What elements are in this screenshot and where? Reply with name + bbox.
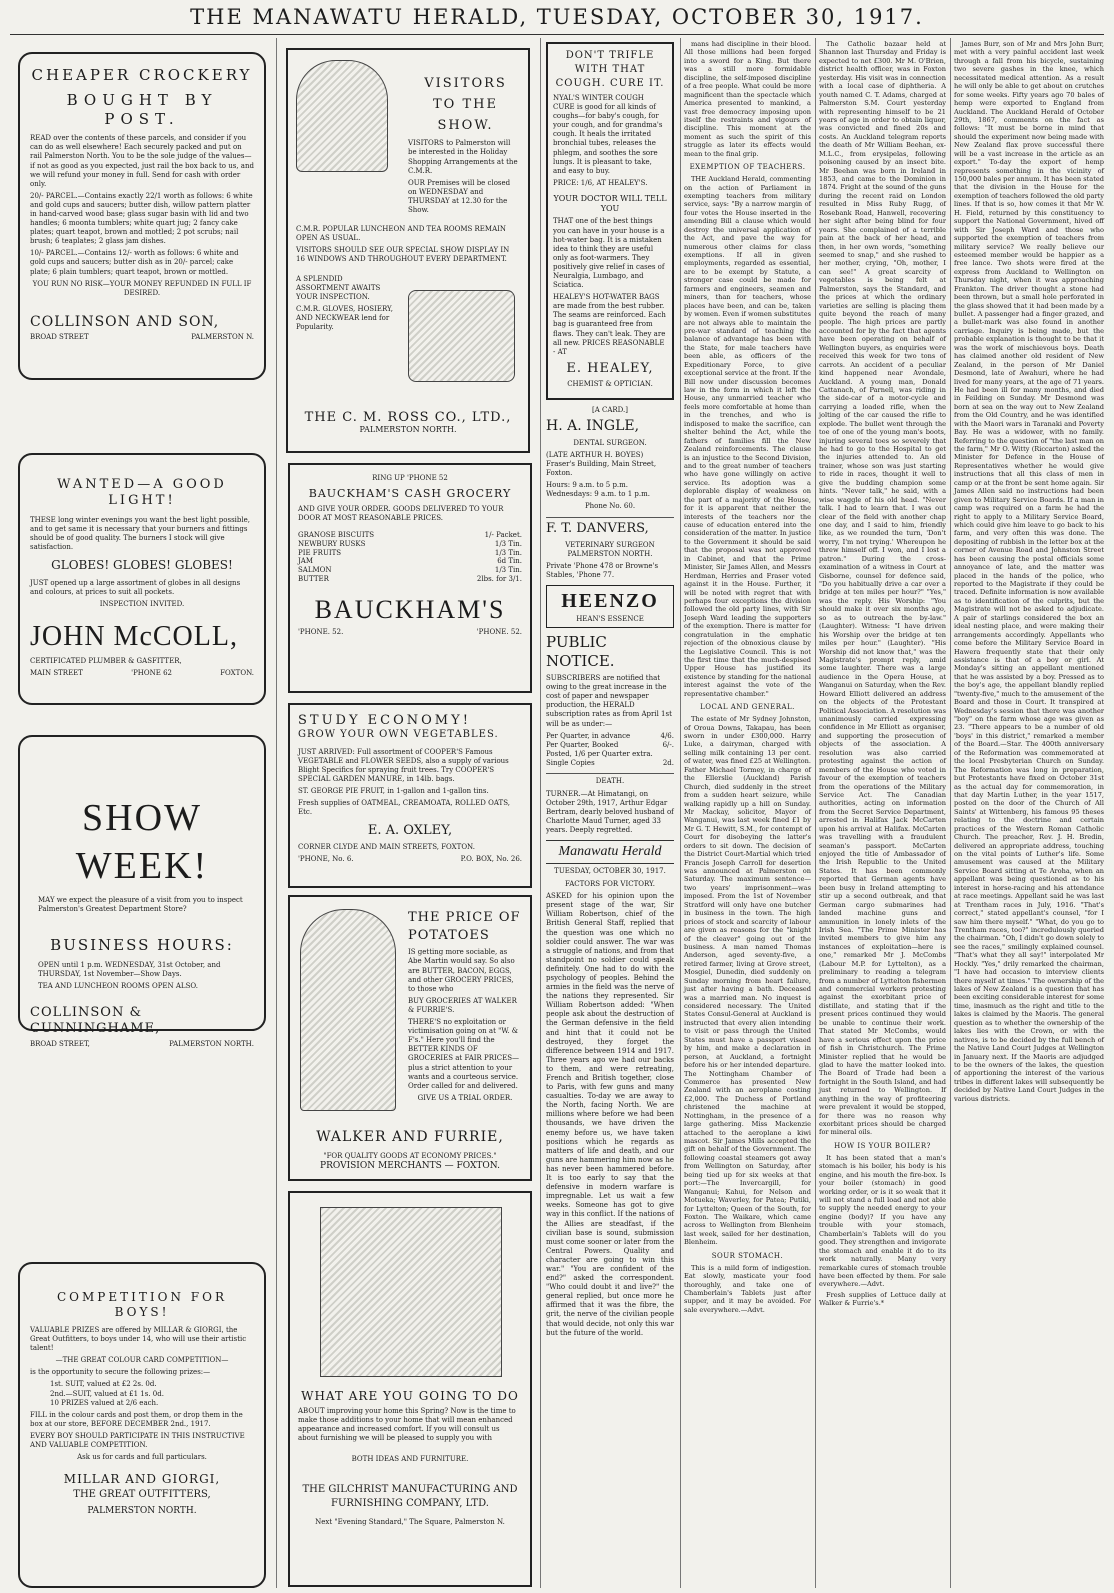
ad-show-week	[18, 735, 266, 1048]
column-6	[954, 40, 1104, 1586]
visitors-assort: A SPLENDID ASSORTMENT AWAITS YOUR INSPECTION.	[296, 274, 381, 301]
oxley-box: P.O. BOX, No. 26.	[460, 854, 522, 863]
ad-bauckham	[288, 463, 532, 693]
gloves-illustration	[408, 290, 515, 382]
study-fresh: Fresh supplies of OATMEAL, CREAMOATA, ROLLED OATS, Etc.	[298, 799, 510, 817]
crockery-street: BROAD STREET	[30, 333, 89, 342]
rate-price: 2d.	[662, 758, 674, 767]
competition-sub: —THE GREAT COLOUR CARD COMPETITION—	[55, 1356, 229, 1365]
sour-stomach-body: This is a mild form of indigestion. Eat slowly, masticate your food thoroughly, and take one of Chamberlain's Tablets just after supper, and it may be avoided. For sale everywhere.—Advt.	[684, 1263, 811, 1314]
wf-slogan: "FOR QUALITY GOODS AT ECONOMY PRICES."	[323, 1152, 497, 1160]
ad-good-light	[18, 453, 266, 705]
rate-row	[546, 732, 674, 741]
cc-firm: COLLINSON & CUNNINGHAME,	[30, 1005, 161, 1037]
heenzo-ad	[546, 585, 674, 628]
bauckham-item: JAM	[298, 557, 314, 566]
masthead: THE MANAWATU HERALD, TUESDAY, OCTOBER 30, 1917.	[190, 5, 924, 29]
bauckham-heading: BAUCKHAM'S CASH GROCERY	[308, 487, 512, 501]
bauckham-price: 1/3 Tin.	[494, 539, 522, 548]
ad-visitors-show	[286, 48, 530, 453]
doctor-heading: YOUR DOCTOR WILL TELL YOU	[553, 193, 667, 214]
prize-2: 2nd.—SUIT, valued at £1 1s. 0d.	[50, 1389, 164, 1398]
mg-firm: MILLAR AND GIORGI,	[63, 1472, 221, 1487]
potatoes-body-2: THERE'S no exploitation or victimisation going on at "W. & F's." Here you'll find the BETTER KINDS OF GROCERIES at FAIR PRICES—plus a strict attention to your wants and a courteous service. Order called for and delivered.	[408, 1018, 520, 1090]
mg-firm-2: THE GREAT OUTFITTERS,	[73, 1489, 211, 1501]
nyal-price: PRICE: 1/6, AT HEALEY'S.	[553, 178, 648, 187]
bauckham-phone-left: 'PHONE. 52.	[298, 628, 344, 637]
hot-water-body: HEALEY'S HOT-WATER BAGS are made from the best rubber. The seams are reinforced. Each bag is guaranteed free from flaws. They can't leak. They are all new. PRICES REASONABLE - AT	[553, 293, 666, 356]
bauckham-item: PIE FRUITS	[298, 548, 342, 557]
sour-stomach-heading: SOUR STOMACH.	[711, 1251, 784, 1260]
heenzo-sub: HEAN'S ESSENCE	[576, 614, 644, 623]
rate-row	[546, 759, 674, 768]
show-week-open: OPEN until 1 p.m. WEDNESDAY, 31st October, and THURSDAY, 1st November—Show Days.	[38, 960, 221, 979]
mccoll-town: FOXTON.	[220, 669, 254, 678]
local-general-heading: LOCAL AND GENERAL.	[700, 703, 795, 712]
bauckham-row	[298, 557, 522, 566]
rate-item: Posted, 1/6 per Quarter extra.	[546, 749, 653, 758]
col4-text: mans had discipline in their blood. All those millions had been forged into a sword for a King. But there was a still more formidable discipline, the self-imposed discipline of a free people. What could be more magnificent than the spectacle which America presented to mankind, a vast free democracy imposing upon itself the restraints and vigours of discipline. This moment at the moment as such the spirit of this struggle as later its effects would mean to the final grip.	[684, 40, 811, 158]
visitors-body: VISITORS to Palmerston will be interested in the Holiday Shopping Arrangements at the C.M.R.	[408, 139, 518, 175]
wf-firm: WALKER AND FURRIE,	[316, 1129, 504, 1145]
ingle-phone: Phone No. 60.	[584, 502, 636, 511]
potatoes-buy: BUY GROCERIES AT WALKER & FURRIE'S.	[408, 996, 517, 1014]
show-week-body: MAY we expect the pleasure of a visit from you to inspect Palmerston's Greatest Department Store?	[38, 896, 243, 914]
furniture-body: ABOUT improving your home this Spring? Now is the time to make those additions to your home that will mean enhanced appearance and increased comfort. If you will consult us about furnishing we will be pleased to supply you with	[298, 1407, 516, 1443]
factors-body: ASKED for his opinion upon the present stage of the war, Sir William Robertson, chief of the British General Staff, replied that the question was one which no soldier could answer. The war was a struggle of nations, and from that standpoint no soldier could speak definitely. One had to do with the psychology of peoples. Behind the armies in the field was the nerve of the nations they represented. Sir William Robertson added: "When people ask about the destruction of the German defensive in the field and hint that it could not be destroyed, they forget the difference between 1914 and 1917. Three years ago we had our backs to them, and were retreating, French and British together, close to Paris, with few guns and many casualties. To-day we are away to the North, facing North. We are millions where before we had been thousands, we have driven the enemy before us, we have taken positions which he regards as matters of life and death, and our guns are hammering him now as he has never been hammered before. It is too early to say that the defensive in modern warfare is impregnable. Let us wait a few weeks. Someone has got to give way in this conflict. If the nations of the Allies are steadfast, if the civilian base is sound, submission must come sooner or later from the Central Powers. Quality and character are going to win this war." "You are confident of the end?" asked the correspondent. "Who could doubt it and live?" the general replied, but once more he affirmed that it was the fibre, the grit, the nerve of the civilian people that would decide, not only this war but the future of the world.	[546, 892, 674, 1337]
ad-study-economy	[288, 703, 532, 888]
wf-trade: PROVISION MERCHANTS — FOXTON.	[320, 1161, 500, 1171]
prize-1: 1st. SUIT, valued at £2 2s. 0d.	[50, 1380, 157, 1389]
ingle-hours: Hours: 9 a.m. to 5 p.m. Wednesdays: 9 a.m. to 1 p.m.	[546, 480, 650, 498]
bauckham-row	[298, 575, 522, 584]
col6-text: James Burr, son of Mr and Mrs John Burr, met with a very painful accident last week through a fall from his bicycle, sustaining two severe gashes in the knee, which necessitated medical attention. As a result he will only be able to get about on crutches for some weeks. Fifty years ago 70 bales of hemp were exported to England from Auckland. The Auckland Herald of October 29th, 1867, comments on the fact as follows: "It must be borne in mind that should the experiment now being made with New Zealand flax prove successful there will be a vast increase in the article as an export." To-day the export of hemp represents something in the vicinity of 150,000 bales per annum. It has been stated that the division in the House for the exemption of teachers followed the old party lines. If that is so, how comes it that Mr W. H. Field, returned by this constituency to support the National Government, hived off with Sir Joseph Ward and those who supported the exemption of teachers from military service? We really believe our esteemed member would be happier as a free lance. Two shots were fired at the express from Auckland to Wellington on Thursday night, when it was approaching Frankton. The driver thought a stone had been thrown, but a small hole perforated in the glass showed that it had been made by a bullet. A passenger had a finger grazed, and a bullet-mark was also found in another carriage. Inquiry is being made, but the probable explanation is thought to be that it was the work of mischievous boys. Death has claimed another old resident of New Zealand, in the person of Mr Daniel Desmond, late of Awahuri, where he had lived for many years, at the age of 71 years. He had been ill for many months, and died in Feilding on Sunday. Mr Desmond was born at sea on the way out to New Zealand from the Old Country, and he was identified with the Maori wars in Taranaki and Poverty Bay. He was a widower, with no family. Referring to the question of "the last man on the farm," Mr O. Witty (Riccarton) asked the Minister for Defence in the House of Representatives whether he would give instructions that all this class of men in camp or at the front be sent home again. Sir James Allen said no instructions had been given to Military Service Boards. If a man in camp was required on a farm he had the right to apply to a Military Service Board, which could give him leave to go back to his farm, and very often this was done. The depositing of rubbish in the letter box at the corner of Avenue Road and Johnston Street has been causing the postal officials some annoyance of late, and the matter was placed in the hands of the police, who reported to the Magistrate if they could be traced. Definite information is now available as to identification of the culprits, but the Magistrate will not be asked to adjudicate. A pair of starlings considered the box an ideal nesting place, and were making their arrangements accordingly. Appellants who come before the Military Service Board in Hawera frequently state that their only assistance is that of a boy or girl. At Monday's sitting an appellant mentioned that he was assisted by a boy. Pressed as to the boy's age, the appellant blandly replied "twenty-five," much to the amusement of the Board and those in Court. It transpired at Wednesday's session that there was another "boy" on the farm whose age was given as 23. "There appears to be a number of old 'boys' in this district," remarked a member of the Board.—Star. The 400th anniversary of the Reformation was commemorated at the local Presbyterian Church on Sunday. The Reformation was long in preparation, but Protestants have fixed on October 31st as the actual day for commemoration, in that day Martin Luther, in the year 1517, posted on the door of the Church of All Saints' at Wittenberg, his famous 95 theses relating to the doctrine and certain practices of the Western Roman Catholic Church. The preacher, Rev. J. H. Bredin, delivered an appropriate address, touching on the vital points of Luther's life. Some amusement was caused at the Military Service Board sitting at Te Aroha, when an appellant was being questioned as to his interest in horse-racing and his attendance at race meetings. Appellant said he was last at Trentham races in July, 1916. "That's correct," stated appellant's counsel, "for I saw him there myself." "What, do you go to Trentham races, too?" incredulously queried the chairman. "Oh, I didn't go down solely to see the races," smilingly explained counsel. "That's what they all say!" interpolated Mr Hockly. "Yes," drily remarked the chairman, "I have had occasion to interview clients there myself at times." The ownership of the lakes of New Zealand is a question that has been exciting considerable interest for some time, inasmuch as the right and title to the lakes is claimed by the Maoris. The general question as to whether the ownership of the lakes lies with the Crown, or with the natives, is to be decided by the full bench of the Native Land Court Judges at Wellington in January next. If the Maoris are adjudged to be the owners of the lakes, the question of apportioning the interest of the various tribes in different lakes will subsequently be decided by Native Land Court Judges in the various districts.	[954, 40, 1104, 1103]
crockery-heading: CHEAPER CROCKERY	[31, 66, 253, 84]
bauckham-item: BUTTER	[298, 574, 329, 583]
cc-town: PALMERSTON NORTH.	[169, 1039, 254, 1048]
danvers-name: F. T. DANVERS,	[546, 517, 674, 538]
room-illustration	[320, 1207, 502, 1377]
visitors-heading: VISITORS TO THE SHOW.	[424, 76, 507, 133]
light-inspection: INSPECTION INVITED.	[99, 600, 185, 609]
card-label: [A CARD.]	[591, 405, 628, 414]
gilchrist-firm: THE GILCHRIST MANUFACTURING AND FURNISHING COMPANY, LTD.	[302, 1484, 518, 1509]
bauckham-row	[298, 540, 522, 549]
lettuce-note: Fresh supplies of Lettuce daily at Walker & Furrie's.*	[819, 1290, 946, 1308]
rate-row	[546, 750, 674, 759]
crockery-firm: COLLINSON AND SON,	[30, 313, 220, 330]
boiler-heading: HOW IS YOUR BOILER?	[834, 1141, 931, 1150]
column-4	[684, 40, 811, 1586]
nyal-body: NYAL'S WINTER COUGH CURE is good for all kinds of coughs—for baby's cough, for your cough, and for grandma's cough. It heals the irritated bronchial tubes, releases the phlegm, and soothes the sore lungs. It is pleasant to take, and easy to buy.	[553, 94, 663, 175]
paper-date: TUESDAY, OCTOBER 30, 1917.	[554, 866, 666, 875]
cmr-town: PALMERSTON NORTH.	[359, 425, 457, 434]
local-general-body: The estate of Mr Sydney Johnston, of Oroua Downs, Takapau, has been sworn in under £300,000. Harry Luke, a dairyman, charged with selling milk containing 13 per cent. of water, was fined £25 at Wellington. Father Michael Tormey, in charge of the Ellerslie (Auckland) Parish Church, died suddenly in the street from a sudden heart seizure, while walking rapidly up a hill on Sunday. Mr Mackay, solicitor, Mayor of Wanganui, was last week fined £1 by Mr G. T. Hewitt, S.M., for contempt of Court for disobeying the latter's orders to sit down. The decision of the District Court-Martial which tried Francis Joseph Carroll for desertion was announced at Palmerston on Saturday. The maximum sentence—two years' imprisonment—was imposed. From the 1st of November Stratford will only have one butcher in business in the town. The high prices of stock and scarcity of labour are given as reasons for the "knight of the cleaver" going out of the business. A man named Thomas Anderson, aged seventy-five, a retired farmer, living at Grove street, Mosgiel, Dunedin, died suddenly on Sunday morning from heart failure, just after having a bath. Deceased was a married man. No inquest is considered necessary. The United States Consul-General at Auckland is instructed that every alien intending to visit or pass through the United States must have a passport visaed by him, and make a declaration in person, at Auckland, a fortnight before his or her intended departure. The Nottingham Chamber of Commerce has presented New Zealand with an aeroplane costing £2,000. The Duchess of Portland christened the machine at Nottingham, in the presence of a large gathering. Miss Mackenzie attached to the aeroplane a kiwi mascot. Sir James Mills accepted the gift on behalf of the Government. The following coastal steamers got away from Wellington on Saturday, after being tied up for six weeks at that port:—The Invercargill, for Wanganui; Kahui, for Nelson and Motueka; Waverley, for Patea; Putiki, for Lyttelton; Queen of the South, for Foxton. The Waikare, which came across to Wellington from Blenheim last week, sailed for her destination, Blenheim.	[684, 715, 811, 1247]
competition-desc: is the opportunity to secure the following prizes:—	[30, 1368, 211, 1377]
column-3	[546, 42, 674, 1588]
cc-street: BROAD STREET,	[30, 1039, 90, 1048]
healey-name: E. HEALEY,	[566, 360, 654, 376]
globes-heading: GLOBES! GLOBES! GLOBES!	[51, 557, 233, 572]
rate-row	[546, 741, 674, 750]
ad-cheaper-crockery	[18, 52, 266, 380]
study-heading: STUDY ECONOMY!	[298, 713, 471, 728]
bauckham-item: GRANOSE BISCUITS	[298, 531, 375, 540]
show-week-heading: SHOW WEEK!	[75, 797, 209, 887]
ad-furniture	[288, 1191, 532, 1587]
column-5	[819, 40, 946, 1586]
bauckham-price: 6d Tin.	[497, 557, 522, 566]
ingle-body: (LATE ARTHUR H. BOYES) Fraser's Building, Main Street, Foxton.	[546, 450, 657, 477]
bauckham-price: 2lbs. for 3/1.	[476, 574, 522, 583]
death-body: TURNER.—At Himatangi, on October 29th, 1917, Arthur Edgar Bertram, dearly beloved husband of Charlotte Maud Turner, aged 33 years. Deeply regretted.	[546, 789, 674, 834]
study-pie: ST. GEORGE PIE FRUIT, in 1-gallon and 1-gallon tins.	[298, 787, 489, 796]
light-body: THESE long winter evenings you want the best light possible, and to get same it is necessary that your burners and fittings should be of good quality. The burners I stock will give satisfaction.	[30, 515, 251, 551]
column-rule	[815, 38, 816, 1588]
business-hours: BUSINESS HOURS:	[50, 936, 234, 955]
danvers-trade: VETERINARY SURGEON PALMERSTON NORTH.	[565, 540, 655, 558]
gilchrist-addr: Next "Evening Standard," The Square, Palmerston N.	[315, 1518, 505, 1526]
study-body: JUST ARRIVED: Full assortment of COOPER'S Famous VEGETABLE and FLOWER SEEDS, also a supply of various Blight Specifics for spraying fruit trees. Try COOPER'S SPECIAL GARDEN MANURE, in 14lb. bags.	[298, 747, 509, 784]
bauckham-row	[298, 549, 522, 558]
heenzo-logo: HEENZO	[561, 590, 659, 613]
ad-competition	[18, 1262, 266, 1588]
crockery-parcel-20: 20/- PARCEL.—Contains exactly 22/1 worth as follows: 6 white and gold cups and saucers; butter dish, willow pattern platter in hand-carved wood base; glass sugar basin with lid and two handles; 6 moonta tumblers; white quart jug; 2 fancy cake plates; quart teapot, brown and mottled; 2 pot scrubs; nail brush; 6 teaplates; 2 glass jam dishes.	[30, 191, 253, 246]
healey-ad	[546, 42, 674, 400]
crockery-parcel-10: 10/- PARCEL.—Contains 12/- worth as follows: 6 white and gold cups and saucers; butter dish as in 20/- parcel; cake plate; 6 plain tumblers; quart teapot, brown or mottled.	[30, 249, 239, 276]
bauckham-price: 1/3 Tin.	[494, 566, 522, 575]
exemption-body: THE Auckland Herald, commenting on the action of Parliament in exempting teachers from military service, says: "By a narrow margin of four votes the House inserted in the amending Bill a clause which would destroy the universal application of the Act, and pave the way for numerous other claims for class exemptions. If all in given employments, regarded as essential, are to be exempt by Statute, a stronger case could be made for farmers and engineers, seamen and miners, than for teachers, whose places have been, and can be, taken by women. Even if women substitutes are not always able to maintain the pre-war standard of teaching the balance of advantage has been with the State, for male teachers have been able, as officers of the Expeditionary Force, to give exceptional service at the front. If the Bill now under discussion becomes law in the form in which it left the House, any unmarried teacher who feels more comfortable at home than in the trenches, and who is indisposed to make the sacrifice, can shelter behind the Act, while the fathers of families fill the New Zealand reinforcements. The clause is an injustice to the Second Division, and to the great number of teachers who have gone willingly on active service. Its adoption was a deplorable display of weakness on the part of a majority of the House, for it is apparent that neither the interests of the teachers nor the cause of education entered into the consideration of the matter. In justice to the Government it should be said that the proposal was not approved in Cabinet, and that the Prime Minister, Sir James Allen, and Messrs Herdman, Herries and Fraser voted against it in the House. Further, it will be noted with regret that with perhaps four exceptions the division followed the old party lines, with Sir Joseph Ward leading the supporters of the exemption. There is matter for congratulation in the emphatic rejection of the obnoxious clause by the Legislative Council. This is not the first time that the much-despised Upper House has justified its existence by standing for the national interest against the vote of the representative chamber."	[684, 175, 811, 698]
column-rule	[950, 38, 951, 1588]
potatoes-body: IS getting more sociable, as Abe Martin would say. So also are BUTTER, BACON, EGGS, and other GROCERY PRICES, to those who	[408, 948, 515, 993]
rate-price: 6/-.	[662, 740, 674, 749]
col5-text: The Catholic bazaar held at Shannon last Thursday and Friday is expected to net £300. Mr M. O'Brien, district health officer, was in Foxton yesterday. His visit was in connection with a local case of diphtheria. A youth named C. T. Adams, charged at Palmerston S.M. Court yesterday with representing himself to be 21 years of age in order to obtain liquor, was convicted and fined 20s and costs. An Auckland telegram reports the death of Mr William Beehan, ex-M.L.C., from erysipelas, following poisoning caused by an insect bite. Mr Beehan was born in Ireland in 1853, and came to the Dominion in 1874. Fright at the sound of the guns during the recent raid on London resulted in Miss Ruby Rugg, of Rosebank Road, Hanwell, recovering her sight after being blind for four years. She complained of a terrible pain at the back of her head, and then, in her own words, "something seemed to snap," and she rushed to her mother, crying, "Oh, mother, I can see!" A great scarcity of vegetables is being felt at Palmerston, says the Standard, and the prices at which the ordinary varieties are selling is placing them quite beyond the reach of many people. The high prices are partly accounted for by the fact that agents have been operating on behalf of Wellington buyers, as enquiries were received this week for two tons of carrots. An accident of a peculiar kind happened near Avondale, Auckland. A young man, Donald Cattanach, of Parnell, was riding in the side-car of a motor-cycle and carrying a loaded rifle, when the jolting of the car caused the rifle to explode. The bullet went through the toe of one of the young man's boots, injuring several toes so severely that he had to go to the Hospital to get the injuries attended to. An old trainer, whose son was just starting to ride in races, thought it well to give the budding champion some hints. "Never talk," he said, with a wise waggle of his old head. "Never talk. I had to learn that. I was out clear of the field with another chap one day, and I said to him, friendly like, as we rounded the turn, 'Don't worry, I'm not trying.' Whereupon he threw himself off. I won, and I lost a patron." During the cross-examination of a witness in Court at Gisborne, counsel for defence said, "Do you habitually drive a car over a bridge at ten miles per hour?" "Yes," was the reply. His Worship: "You should make it over six months ago, so as to outreach the by-law." (Laughter). Witness: "I have driven his Worship over the bridge at ten miles per hour." (Laughter). "His Worship did not know that," was the Magistrate's prompt reply, amid some laughter. There was a large audience in the Opera House, at Wanganui on Saturday, when the Rev. Howard Elliott delivered an address on the objects of the Protestant Political Association. A resolution was unanimously carried expressing confidence in Mr Elliott as organiser, and supporting the prosecution of objects of the association. A resolution was also carried protesting against the action of members of the House who voted in favour of the exemption of teachers from the operations of the Military Service Act. The Canadian authorities, acting on information from the Secret Service Department, arrested in Halifax Jack McCarten upon his arrival at Halifax. McCarten was travelling with a fraudulent seaman's passport. McCarten enjoyed the title of Ambassador of the Irish Republic to the United States. It has been commonly reported that German agents have been busy in Ireland attempting to stir up a second outbreak, and that German cargo submarines had landed machine guns and ammunition in lonely inlets of the Irish Sea. "The Prime Minister has invited members to give him any instances of exploitation—here is one," remarked Mr J. McCombs (Labour M.P. for Lyttelton), as a preliminary to reading a telegram from a number of Lyttelton fishermen and commercial workers protesting against the exorbitant price of distillate, and stating that if the present prices continued they would be unable to continue their work. That stated Mr McCombs, would have a serious effect upon the price of fish in Christchurch. The Prime Minister replied that he would be glad to have the matter looked into. The Board of Trade had been a fortnight in the South Island, and had just returned to Wellington. If anything in the way of profiteering were prevalent it would be stopped, for there was no reason why exorbitant prices should be charged for mineral oils.	[819, 40, 946, 1137]
ingle-name: H. A. INGLE,	[546, 417, 640, 434]
bauckham-price-list	[298, 531, 522, 584]
study-subheading: GROW YOUR OWN VEGETABLES.	[298, 729, 499, 741]
public-notice-heading: PUBLIC NOTICE.	[546, 632, 615, 670]
rate-price: 4/6.	[660, 731, 674, 740]
rate-item: Per Quarter, Booked	[546, 740, 619, 749]
furniture-ideas: BOTH IDEAS AND FURNITURE.	[351, 1455, 469, 1463]
rate-item: Per Quarter, in advance	[546, 731, 631, 740]
light-heading: WANTED—A GOOD LIGHT!	[57, 477, 227, 509]
column-rule	[680, 38, 681, 1588]
exemption-heading: EXEMPTION OF TEACHERS.	[689, 163, 806, 172]
bauckham-item: NEWBURY RUSKS	[298, 539, 366, 548]
competition-ask: Ask us for cards and full particulars.	[77, 1453, 207, 1462]
bauckham-name: BAUCKHAM'S	[314, 594, 506, 624]
mccoll-phone: 'PHONE 62	[131, 669, 173, 678]
competition-fill: FILL in the colour cards and post them, or drop them in the box at our store, BEFORE DECEMBER 2nd., 1917.	[30, 1410, 243, 1428]
masthead-rule	[10, 34, 1104, 35]
bauckham-body: AND GIVE YOUR ORDER. GOODS DELIVERED TO YOUR DOOR AT MOST REASONABLE PRICES.	[298, 504, 504, 522]
visitors-gloves: C.M.R. GLOVES, HOSIERY, AND NECKWEAR lend for Popularity.	[296, 304, 393, 331]
furniture-heading: WHAT ARE YOU GOING TO DO	[301, 1389, 519, 1403]
oxley-name: E. A. OXLEY,	[367, 823, 453, 839]
cmr-firm: THE C. M. ROSS CO., LTD.,	[304, 410, 512, 425]
ad-potatoes	[288, 895, 532, 1181]
visitors-display: VISITORS SHOULD SEE OUR SPECIAL SHOW DISPLAY IN 16 WINDOWS AND THROUGHOUT EVERY DEPARTMENT.	[296, 246, 510, 264]
competition-body: VALUABLE PRIZES are offered by MILLAR & GIORGI, the Great Outfitters, to boys under 14, who will use their artistic talent!	[30, 1326, 247, 1353]
subscription-rates	[546, 732, 674, 768]
bauckham-price: 1/- Packet.	[484, 531, 522, 540]
competition-heading: COMPETITION FOR BOYS!	[57, 1290, 227, 1319]
bauckham-item: SALMON	[298, 566, 332, 575]
bauckham-phone-right: 'PHONE. 52.	[476, 628, 522, 637]
potatoes-heading: THE PRICE OF POTATOES	[408, 910, 521, 944]
competition-every: EVERY BOY SHOULD PARTICIPATE IN THIS INSTRUCTIVE AND VALUABLE COMPETITION.	[30, 1431, 245, 1450]
potatoes-trial: GIVE US A TRIAL ORDER.	[417, 1093, 513, 1102]
crockery-town: PALMERSTON N.	[191, 333, 254, 342]
danvers-phone: Private 'Phone 478 or Browne's Stables, 'Phone 77.	[546, 562, 659, 580]
bauckham-row	[298, 531, 522, 540]
rate-item: Single Copies	[546, 758, 595, 767]
mccoll-street: MAIN STREET	[30, 669, 83, 678]
mccoll-name: JOHN McCOLL,	[30, 621, 238, 653]
visitors-closed: OUR Premises will be closed on WEDNESDAY and THURSDAY at 12.30 for the Show.	[408, 178, 511, 215]
crockery-subheading: BOUGHT BY POST.	[66, 90, 218, 128]
crockery-guarantee: YOU RUN NO RISK—YOUR MONEY REFUNDED IN FULL IF DESIRED.	[32, 279, 252, 297]
prize-3: 10 PRIZES valued at 2/6 each.	[50, 1398, 159, 1407]
mg-town: PALMERSTON NORTH.	[87, 1505, 197, 1516]
bauckham-ring: RING UP 'PHONE 52	[372, 474, 448, 482]
bauckham-price: 1/3 Tin.	[494, 548, 522, 557]
oxley-addr: CORNER CLYDE AND MAIN STREETS, FOXTON.	[298, 842, 475, 851]
crockery-body: READ over the contents of these parcels, and consider if you can do as well elsewhere! Each securely packed and put on rail Palmerston North. You to be the sole judge of the values—if not as good as you expected, just rail the box back to us, and we will refund your money in full. Send for cash with order only.	[30, 134, 254, 188]
boiler-body: It has been stated that a man's stomach is his boiler, his body is his engine, and his mouth the fire-box. Is your boiler (stomach) in good working order, or is it so weak that it will not stand a full load and not able to supply the needed energy to your engine (body)? If you have any trouble with your stomach, Chamberlain's Tablets will do you good. They strengthen and invigorate the stomach and enable it do to its work naturally. Many very remarkable cures of stomach trouble have been effected by them. For sale everywhere.—Advt.	[819, 1153, 946, 1289]
column-rule	[276, 38, 277, 1588]
column-rule	[540, 38, 541, 1588]
death-heading: DEATH.	[546, 773, 674, 786]
factors-heading: FACTORS FOR VICTORY.	[564, 880, 656, 889]
ingle-trade: DENTAL SURGEON.	[573, 438, 647, 447]
bauckham-row	[298, 566, 522, 575]
show-week-tea: TEA AND LUNCHEON ROOMS OPEN ALSO.	[38, 982, 198, 991]
mccoll-trade: CERTIFICATED PLUMBER & GASFITTER,	[30, 657, 182, 666]
public-notice-body: SUBSCRIBERS are notified that owing to the great increase in the cost of paper and newspaper production, the HERALD subscription rates as from April 1st will be as under:—	[546, 674, 672, 728]
oxley-phone: 'PHONE, No. 6.	[298, 854, 354, 863]
globes-body: JUST opened up a large assortment of globes in all designs and colours, at prices to suit all pockets.	[30, 578, 241, 596]
paper-masthead: Manawatu Herald	[546, 840, 674, 864]
cough-heading: DON'T TRIFLE WITH THAT COUGH. CURE IT.	[555, 50, 665, 89]
healey-trade: CHEMIST & OPTICIAN.	[567, 380, 653, 389]
portrait-illustration	[300, 909, 396, 1111]
visitors-lunch: C.M.R. POPULAR LUNCHEON AND TEA ROOMS REMAIN OPEN AS USUAL.	[296, 225, 507, 243]
garment-illustration	[296, 60, 388, 172]
doctor-body: THAT one of the best things you can have in your house is a hot-water bag. It is a mistaken idea to think they are useful only as foot-warmers. They positively give relief in cases of Neuralgia, Lumbago, and Sciatica.	[553, 217, 665, 290]
